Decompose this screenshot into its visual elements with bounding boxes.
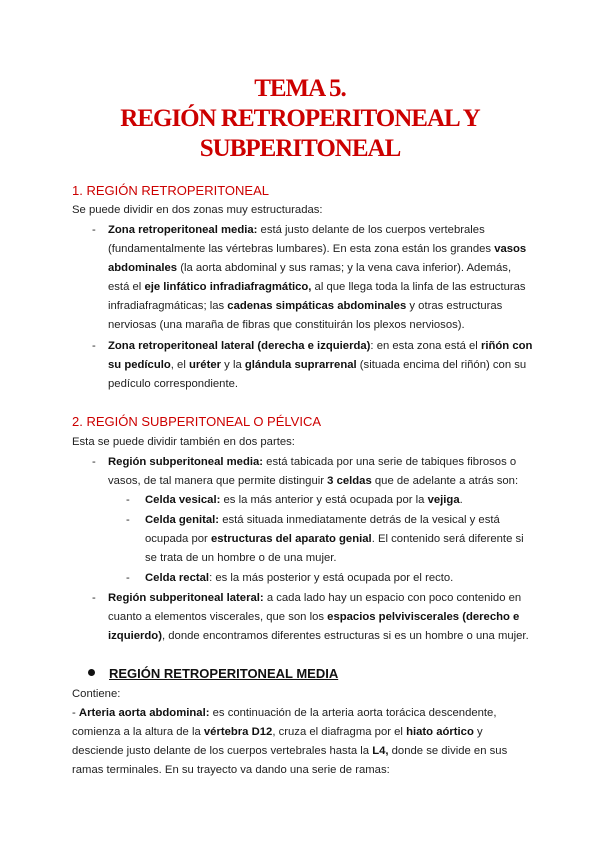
dash-bullet: - [126,514,130,526]
s2-sub3-line1: Celda rectal: es la más posterior y está ocupada por el recto. [145,572,454,584]
dash-bullet: - [126,494,130,506]
section-2-intro: Esta se puede dividir también en dos partes: [72,436,295,448]
s3-line1: - Arteria aorta abdominal: es continuación de la arteria aorta torácica descendente, [72,707,497,719]
bullet-dot-icon [88,669,95,676]
dash-bullet: - [92,224,96,236]
s1-item1-line3: abdominales (la aorta abdominal y sus ramas; y la vena cava inferior). Además, [108,262,512,274]
s2-item1-line1: Región subperitoneal media: está tabicada por una serie de tabiques fibrosos o [108,456,517,468]
s3-line3: desciende justo delante de los cuerpos vertebrales hasta la L4, donde se divide en sus [72,745,508,757]
s3-line2: comienza a la altura de la vértebra D12, cruza el diafragma por el hiato aórtico y [72,726,483,738]
s1-item1-line4: está el eje linfático infradiafragmático, al que llega toda la linfa de las estructuras [108,281,526,293]
s1-item1-line1: Zona retroperitoneal media: está justo delante de los cuerpos vertebrales [108,224,485,236]
section-1-intro: Se puede dividir en dos zonas muy estructuradas: [72,204,323,216]
s1-item2-line1: Zona retroperitoneal lateral (derecha e izquierda): en esta zona está el riñón con [108,340,533,352]
s3-line4: ramas terminales. En su trayecto va dando una serie de ramas: [72,764,390,776]
title-line-3: SUBPERITONEAL [199,135,401,162]
section-1-heading: 1. REGIÓN RETROPERITONEAL [72,183,269,198]
title-line-2: REGIÓN RETROPERITONEAL Y [120,105,480,132]
dash-bullet: - [92,456,96,468]
dash-bullet: - [92,340,96,352]
s2-sub2-line3: se trata de un hombre o de una mujer. [145,552,337,564]
s2-sub2-line2: ocupada por estructuras del aparato genial. El contenido será diferente si [145,533,524,545]
section-2-heading: 2. REGIÓN SUBPERITONEAL O PÉLVICA [72,414,321,429]
title-line-1: TEMA 5. [254,75,346,102]
s1-item2-line2: su pedículo, el uréter y la glándula suprarrenal (situada encima del riñón) con su [108,359,527,371]
s2-item2-line1: Región subperitoneal lateral: a cada lado hay un espacio con poco contenido en [108,592,522,604]
dash-bullet: - [126,572,130,584]
dash-bullet: - [92,592,96,604]
s2-sub1-line1: Celda vesical: es la más anterior y está ocupada por la vejiga. [145,494,463,506]
s2-item2-line2: cuanto a elementos viscerales, que son los espacios pelviviscerales (derecho e [108,611,520,623]
section-3-intro: Contiene: [72,688,121,700]
s1-item1-line2: (fundamentalmente las vértebras lumbares). En esta zona están los grandes vasos [108,243,527,255]
s2-sub2-line1: Celda genital: está situada inmediatamente detrás de la vesical y está [145,514,500,526]
s1-item1-line5: infradiafragmáticas; las cadenas simpáticas abdominales y otras estructuras [108,300,503,312]
s1-item1-line6: nerviosas (una maraña de fibras que constituirán los plexos nerviosos). [108,319,465,331]
section-3-heading: REGIÓN RETROPERITONEAL MEDIA [88,665,338,683]
s1-item2-line3: pedículo correspondiente. [108,378,239,390]
s2-item2-line3: izquierdo), donde encontramos diferentes estructuras si es un hombre o una mujer. [108,630,529,642]
s2-item1-line2: vasos, de tal manera que permite distinguir 3 celdas que de adelante a atrás son: [108,475,519,487]
